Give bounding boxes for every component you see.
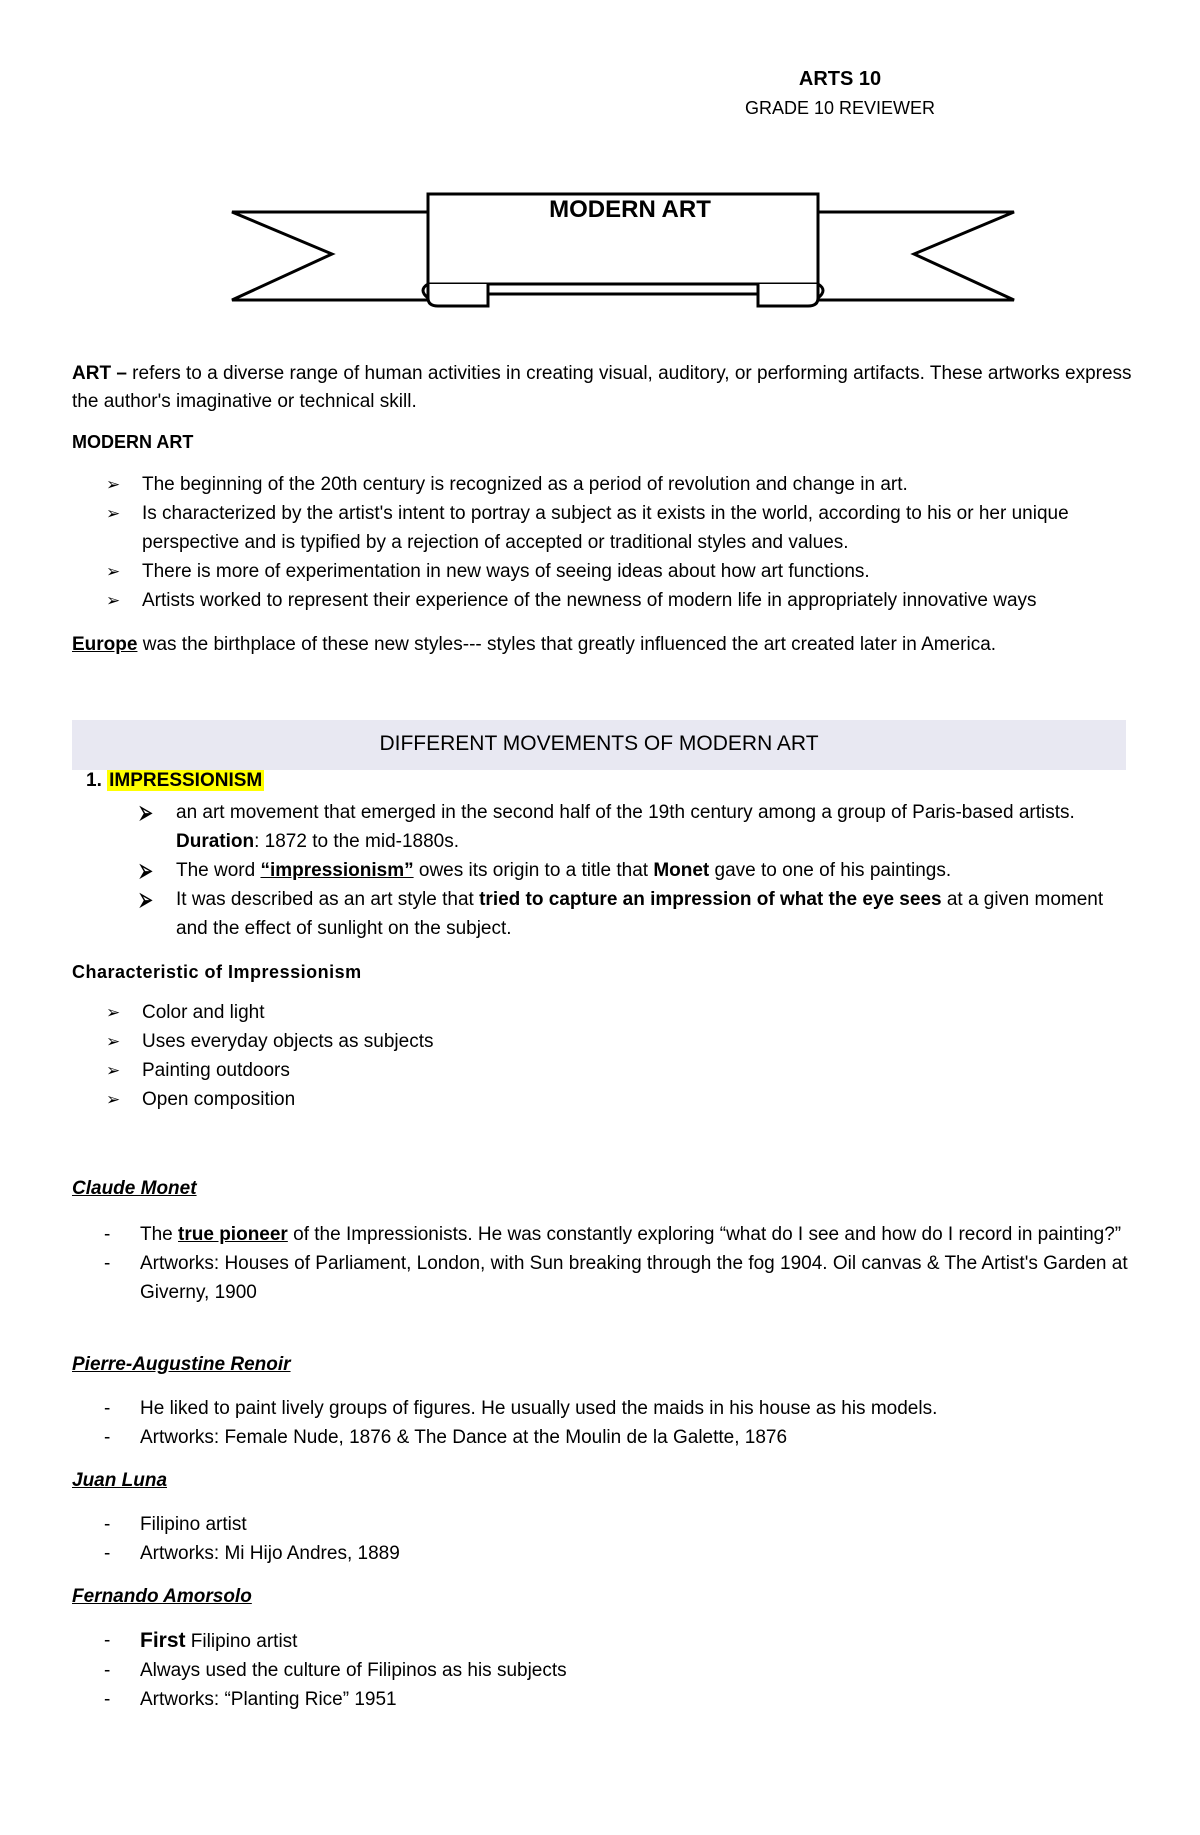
amorsolo-details	[72, 1626, 1132, 1714]
list-item: - Always used the culture of Filipinos as his subjects	[104, 1660, 567, 1681]
reviewer-subtitle: GRADE 10 REVIEWER	[744, 98, 936, 118]
arrow-bullet-icon: ➢	[106, 1061, 121, 1080]
renoir-details	[72, 1394, 1132, 1452]
list-item: - Filipino artist	[104, 1514, 247, 1535]
list-item: - First Filipino artist	[104, 1629, 298, 1652]
artist-name-amorsolo: Fernando Amorsolo	[72, 1586, 252, 1607]
arrow-bullet-icon: ➢	[106, 1090, 121, 1109]
list-item: ⮚ It was described as an art style that tried to capture an impression of what the eye sees at a given moment and the effect of sunlight on the subject.	[72, 885, 1132, 943]
list-item: - The true pioneer of the Impressionists. He was constantly exploring “what do I see and how do I record in painting?”	[104, 1224, 1122, 1245]
art-definition-text: refers to a diverse range of human activities in creating visual, auditory, or performing artifacts. These artworks express the author's imaginative or technical skill.	[72, 363, 1132, 412]
art-term: ART –	[72, 363, 127, 384]
arrow-bullet-icon: ➢	[106, 504, 121, 523]
list-item: ➢ Uses everyday objects as subjects	[72, 1027, 872, 1056]
list-item: ➢ Color and light	[72, 998, 872, 1027]
artist-name-luna: Juan Luna	[72, 1470, 168, 1491]
arrow-bullet-icon: ➢	[106, 562, 121, 581]
arrow-bullet-icon: ➢	[106, 1003, 121, 1022]
list-item: - Artworks: “Planting Rice” 1951	[104, 1689, 397, 1710]
movement-number: 1.	[86, 770, 102, 791]
monet-details	[72, 1220, 1132, 1307]
art-definition	[72, 360, 1132, 416]
list-item: - He liked to paint lively groups of figures. He usually used the maids in his house as his models.	[104, 1398, 938, 1419]
list-item: ➢ Open composition	[72, 1085, 872, 1114]
list-item: ⮚ The word “impressionism” owes its origin to a title that Monet gave to one of his paintings.	[72, 856, 1132, 885]
movement-heading	[86, 770, 264, 792]
list-item: ➢ The beginning of the 20th century is recognized as a period of revolution and change in art.	[72, 470, 1072, 499]
arrow-bullet-icon: ➢	[106, 475, 121, 494]
europe-statement: Europe was the birthplace of these new styles--- styles that greatly influenced the art created later in America.	[72, 634, 997, 655]
list-item: ➢ Artists worked to represent their experience of the newness of modern life in appropriately innovative ways	[72, 586, 1072, 615]
modern-art-list	[72, 470, 1072, 615]
subject-title: ARTS 10	[798, 68, 882, 90]
arrow-bullet-icon: ➢	[106, 1032, 121, 1051]
characteristics-list	[72, 998, 872, 1114]
arrow-bullet-icon: ➢	[106, 591, 121, 610]
list-item: ➢ Is characterized by the artist's intent to portray a subject as it exists in the world, according to his or her unique perspective and is typified by a rejection of accepted or traditional styles and values.	[72, 499, 1072, 557]
europe-word: Europe	[72, 634, 138, 655]
list-item: - Artworks: Houses of Parliament, London, with Sun breaking through the fog 1904. Oil canvas & The Artist's Garden at Giverny, 1900	[104, 1253, 1128, 1303]
list-item: - Artworks: Mi Hijo Andres, 1889	[104, 1543, 400, 1564]
list-item: - Artworks: Female Nude, 1876 & The Dance at the Moulin de la Galette, 1876	[104, 1427, 788, 1448]
movements-title: DIFFERENT MOVEMENTS OF MODERN ART	[379, 732, 819, 755]
impressionism-list	[72, 798, 1132, 943]
modern-art-heading: MODERN ART	[72, 432, 194, 452]
artist-name-monet: Claude Monet	[72, 1178, 197, 1199]
artist-name-renoir: Pierre-Augustine Renoir	[72, 1354, 291, 1375]
arrow-bullet-icon: ⮚	[140, 890, 153, 909]
list-item: ➢ There is more of experimentation in new ways of seeing ideas about how art functions.	[72, 557, 1072, 586]
characteristics-heading: Characteristic of Impressionism	[72, 962, 362, 982]
list-item: ➢ Painting outdoors	[72, 1056, 872, 1085]
movement-name: IMPRESSIONISM	[109, 770, 263, 791]
arrow-bullet-icon: ⮚	[140, 803, 153, 822]
banner-title: MODERN ART	[549, 196, 711, 223]
luna-details	[72, 1510, 1132, 1568]
arrow-bullet-icon: ⮚	[140, 861, 153, 880]
list-item: ⮚ an art movement that emerged in the second half of the 19th century among a group of Paris-based artists. Duration: 1872 to the mid-1880s.	[72, 798, 1132, 856]
